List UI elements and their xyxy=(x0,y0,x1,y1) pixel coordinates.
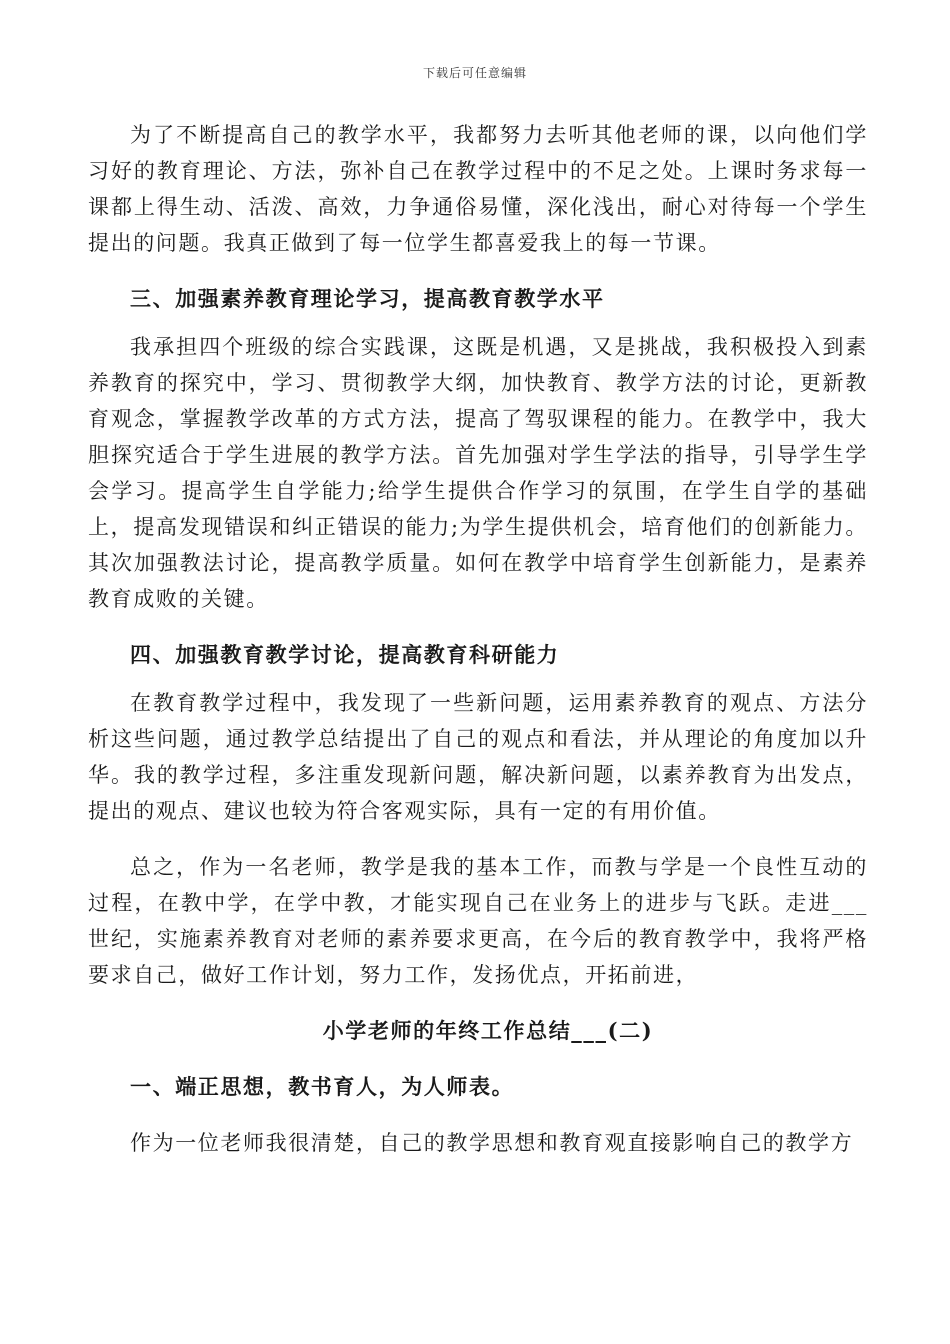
paragraph-teaching-philosophy: 作为一位老师我很清楚，自己的教学思想和教育观直接影响自己的教学方 xyxy=(130,1131,854,1155)
paragraph-teaching-level: 为了不断提高自己的教学水平，我都努力去听其他老师的课，以向他们学习好的教育理论、方法，弥补自己在教学过程中的不足之处。上课时务求每一课都上得生动、活泼、高效，力争通俗易懂，深化浅出，耐心对待每一个学生提出的问题。我真正做到了每一位学生都喜爱我上的每一节课。 xyxy=(88,123,868,255)
section-heading-4: 四、加强教育教学讨论，提高教育科研能力 xyxy=(130,642,560,667)
paragraph-research: 在教育教学过程中，我发现了一些新问题，运用素养教育的观点、方法分析这些问题，通过教学总结提出了自己的观点和看法，并从理论的角度加以升华。我的教学过程，多注重发现新问题，解决新问题，以素养教育为出发点，提出的观点、建议也较为符合客观实际，具有一定的有用价值。 xyxy=(88,691,868,823)
section-heading-1: 一、端正思想，教书育人，为人师表。 xyxy=(130,1074,515,1099)
paragraph-conclusion: 总之，作为一名老师，教学是我的基本工作，而教与学是一个良性互动的过程，在教中学，在学中教，才能实现自己在业务上的进步与飞跃。走进___世纪，实施素养教育对老师的素养要求更高，在今后的教育教学中，我将严格要求自己，做好工作计划，努力工作，发扬优点，开拓前进， xyxy=(88,855,868,987)
section-heading-3: 三、加强素养教育理论学习，提高教育教学水平 xyxy=(130,286,605,311)
page-header: 下载后可任意编辑 xyxy=(422,66,527,80)
document-title-part-2: 小学老师的年终工作总结___(二) xyxy=(322,1018,654,1043)
paragraph-quality-education: 我承担四个班级的综合实践课，这既是机遇，又是挑战，我积极投入到素养教育的探究中，学习、贯彻教学大纲，加快教育、教学方法的讨论，更新教育观念，掌握教学改革的方式方法，提高了驾驭课程的能力。在教学中，我大胆探究适合于学生进展的教学方法。首先加强对学生学法的指导，引导学生学会学习。提高学生自学能力;给学生提供合作学习的氛围，在学生自学的基础上，提高发现错误和纠正错误的能力;为学生提供机会，培育他们的创新能力。其次加强教法讨论，提高教学质量。如何在教学中培育学生创新能力，是素养教育成败的关键。 xyxy=(88,335,868,611)
document-body xyxy=(88,117,868,1161)
